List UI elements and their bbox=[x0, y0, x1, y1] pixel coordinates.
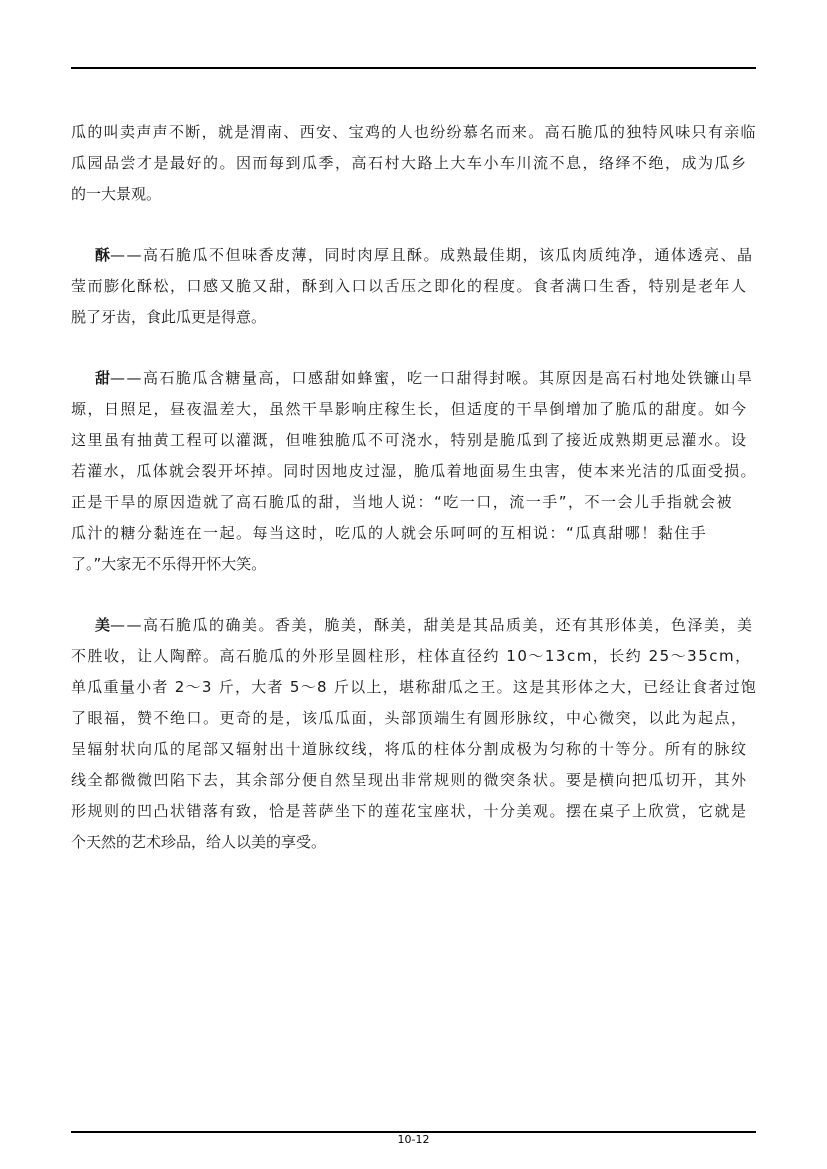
line-text: 瓜的叫卖声声不断，就是渭南、西安、宝鸡的人也纷纷慕名而来。高石脆瓜的独特风味只有亲临 bbox=[71, 123, 757, 141]
line-text: 呈辐射状向瓜的尾部又辐射出十道脉纹线，将瓜的柱体分割成极为匀称的十等分。所有的脉纹 bbox=[71, 740, 748, 758]
text-line bbox=[71, 641, 761, 672]
text-line bbox=[71, 610, 761, 641]
line-text: 了。”大家无不乐得开怀大笑。 bbox=[71, 555, 267, 573]
paragraph-lead: 甜 bbox=[95, 369, 111, 387]
text-line bbox=[71, 117, 761, 148]
line-text: 瓜汁的糖分黏连在一起。每当这时，吃瓜的人就会乐呵呵的互相说：“瓜真甜哪！黏住手 bbox=[71, 524, 708, 542]
page-number: 10-12 bbox=[397, 1133, 430, 1146]
line-text: 正是干旱的原因造就了高石脆瓜的甜，当地人说：“吃一口，流一手”，不一会儿手指就会被 bbox=[71, 493, 734, 511]
text-line bbox=[71, 487, 761, 518]
text-line bbox=[71, 302, 761, 333]
line-text: 个天然的艺术珍品，给人以美的享受。 bbox=[71, 833, 327, 851]
line-text: 了眼福，赞不绝口。更奇的是，该瓜瓜面，头部顶端生有圆形脉纹，中心微突，以此为起点， bbox=[71, 709, 748, 727]
line-text: 莹而膨化酥松，口感又脆又甜，酥到入口以舌压之即化的程度。食者满口生香，特别是老年人 bbox=[71, 277, 748, 295]
line-text: 线全都微微凹陷下去，其余部分便自然呈现出非常规则的微突条状。要是横向把瓜切开，其外 bbox=[71, 771, 748, 789]
text-line bbox=[71, 672, 761, 703]
paragraph-lead: 美 bbox=[95, 616, 111, 634]
text-line bbox=[71, 765, 761, 796]
text-line bbox=[71, 179, 761, 210]
line-text: 脱了牙齿，食此瓜更是得意。 bbox=[71, 308, 267, 326]
paragraph bbox=[71, 240, 761, 333]
text-line bbox=[71, 796, 761, 827]
line-text: ——高石脆瓜不但味香皮薄，同时肉厚且酥。成熟最佳期，该瓜肉质纯净，通体透亮、晶 bbox=[110, 246, 754, 264]
document-body bbox=[71, 117, 761, 858]
line-text: ——高石脆瓜的确美。香美，脆美，酥美，甜美是其品质美，还有其形体美，色泽美，美 bbox=[110, 616, 754, 634]
text-line bbox=[71, 827, 761, 858]
text-line bbox=[71, 148, 761, 179]
line-text: 单瓜重量小者 2～3 斤，大者 5～8 斤以上，堪称甜瓜之王。这是其形体之大，已经让食者过饱 bbox=[71, 678, 758, 696]
text-line bbox=[71, 363, 761, 394]
paragraph-gap bbox=[71, 580, 761, 610]
line-text: ——高石脆瓜含糖量高，口感甜如蜂蜜，吃一口甜得封喉。其原因是高石村地处铁镰山旱 bbox=[110, 369, 754, 387]
line-text: 若灌水，瓜体就会裂开坏掉。同时因地皮过湿，脆瓜着地面易生虫害，使本来光洁的瓜面受损。 bbox=[71, 462, 757, 480]
paragraph-lead: 酥 bbox=[95, 246, 111, 264]
text-line bbox=[71, 240, 761, 271]
line-text: 不胜收，让人陶醉。高石脆瓜的外形呈圆柱形，柱体直径约 10～13cm，长约 25～35cm， bbox=[71, 647, 752, 665]
paragraph bbox=[71, 363, 761, 580]
text-line bbox=[71, 549, 761, 580]
paragraph-gap bbox=[71, 333, 761, 363]
line-text: 形规则的凹凸状错落有致，恰是菩萨坐下的莲花宝座状，十分美观。摆在桌子上欣赏，它就是 bbox=[71, 802, 748, 820]
text-line bbox=[71, 703, 761, 734]
paragraph bbox=[71, 610, 761, 858]
line-text: 的一大景观。 bbox=[71, 185, 162, 203]
header-rule bbox=[71, 67, 756, 69]
line-text: 这里虽有抽黄工程可以灌溉，但唯独脆瓜不可浇水，特别是脆瓜到了接近成熟期更忌灌水。设 bbox=[71, 431, 748, 449]
text-line bbox=[71, 271, 761, 302]
paragraph bbox=[71, 117, 761, 210]
line-text: 瓜园品尝才是最好的。因而每到瓜季，高石村大路上大车小车川流不息，络绎不绝，成为瓜乡 bbox=[71, 154, 748, 172]
text-line bbox=[71, 394, 761, 425]
line-text: 塬，日照足，昼夜温差大，虽然干旱影响庄稼生长，但适度的干旱倒增加了脆瓜的甜度。如今 bbox=[71, 400, 748, 418]
paragraph-gap bbox=[71, 210, 761, 240]
text-line bbox=[71, 425, 761, 456]
text-line bbox=[71, 734, 761, 765]
text-line bbox=[71, 518, 761, 549]
text-line bbox=[71, 456, 761, 487]
